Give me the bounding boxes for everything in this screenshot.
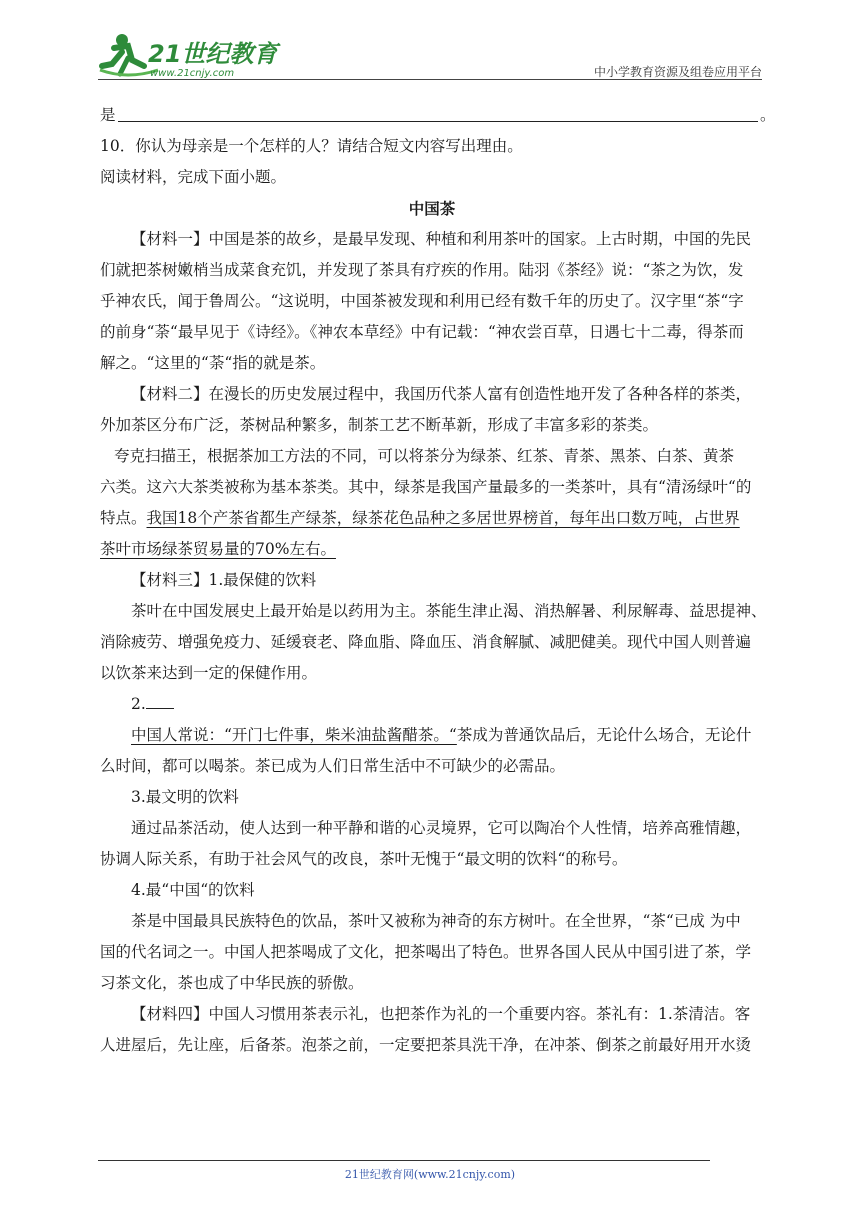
- paragraph-line: 外加茶区分布广泛，茶树品种繁多，制茶工艺不断革新，形成了丰富多彩的茶类。: [100, 416, 659, 434]
- site-logo: [98, 30, 298, 82]
- paragraph-line: 习茶文化，茶也成了中华民族的骄傲。: [100, 974, 364, 992]
- paragraph-line: 消除疲劳、增强免疫力、延缓衰老、降血脂、降血压、消食解腻、减肥健美。现代中国人则普遍: [100, 633, 752, 651]
- paragraph-line: 国的代名词之一。中国人把茶喝成了文化，把茶喝出了特色。世界各国人民从中国引进了茶，学: [100, 943, 752, 961]
- heading-blank[interactable]: [146, 694, 174, 709]
- paragraph-line: 【材料一】中国是茶的故乡，是最早发现、种植和利用茶叶的国家。上古时期，中国的先民: [131, 230, 752, 248]
- answer-prefix: 是: [100, 106, 116, 124]
- document-body: [100, 100, 776, 1061]
- passage-title: 中国茶: [408, 199, 456, 218]
- paragraph-line: 茶叶在中国发展史上最开始是以药用为主。茶能生津止渴、消热解暑、利尿解毒、益思提神、: [131, 602, 767, 620]
- paragraph-line: [100, 534, 764, 565]
- section-heading-blank: [100, 689, 764, 720]
- answer-blank[interactable]: [118, 121, 758, 122]
- question-10: 10．你认为母亲是一个怎样的人？请结合短文内容写出理由。: [100, 137, 523, 155]
- page-header: [98, 30, 762, 82]
- underlined-sentence: 我国18个产茶省都生产绿茶，绿茶花色品种之多居世界榜首，每年出口数万吨，占世界: [146, 509, 740, 527]
- paragraph-line: 的前身“荼“最早见于《诗经》。《神农本草经》中有记载：“神农尝百草，日遇七十二毒，得茶而: [100, 323, 744, 341]
- paragraph-line: 人进屋后，先让座，后备茶。泡茶之前，一定要把茶具洗干净，在冲茶、倒茶之前最好用开水烫: [100, 1036, 752, 1054]
- paragraph-line: 以饮茶来达到一定的保健作用。: [100, 664, 318, 682]
- paragraph-line: 通过品茶活动，使人达到一种平静和谐的心灵境界，它可以陶冶个人性情，培养高雅情趣，: [131, 819, 752, 837]
- paragraph-line: 六类。这六大茶类被称为基本茶类。其中，绿茶是我国产量最多的一类茶叶，具有“清汤绿叶“的: [100, 478, 752, 496]
- text-segment: 茶成为普通饮品后，无论什么场合，无论什: [456, 726, 752, 744]
- paragraph-line: 【材料二】在漫长的历史发展过程中，我国历代茶人富有创造性地开发了各种各样的茶类，: [131, 385, 752, 403]
- underlined-sentence: 中国人常说：“开门七件事，柴米油盐酱醋茶。“: [131, 726, 457, 744]
- section-heading: 4.最“中国“的饮料: [131, 881, 255, 899]
- paragraph-line: 们就把茶树嫩梢当成菜食充饥，并发现了茶具有疗疾的作用。陆羽《茶经》说：“茶之为饮，发: [100, 261, 744, 279]
- paragraph-line: [100, 503, 764, 534]
- paragraph-line: 解之。“这里的“荼“指的就是茶。: [100, 354, 326, 372]
- paragraph-line: 么时间，都可以喝茶。茶已成为人们日常生活中不可缺少的必需品。: [100, 757, 566, 775]
- section-heading: 3.最文明的饮料: [131, 788, 239, 806]
- answer-blank-row: [100, 100, 776, 131]
- section-heading: 【材料三】1.最保健的饮料: [131, 571, 317, 589]
- svg-text:www.21cnjy.com: www.21cnjy.com: [150, 68, 235, 79]
- footer-divider: [98, 1160, 710, 1161]
- text-segment: 特点。: [100, 509, 147, 527]
- header-divider: [98, 79, 762, 80]
- paragraph-line: 协调人际关系，有助于社会风气的改良，茶叶无愧于“最文明的饮料“的称号。: [100, 850, 628, 868]
- svg-text:21世纪教育: 21世纪教育: [148, 40, 278, 68]
- paragraph-line: 【材料四】中国人习惯用茶表示礼，也把茶作为礼的一个重要内容。茶礼有：1.茶清洁。客: [131, 1005, 751, 1023]
- paragraph-line: 乎神农氏，闻于鲁周公。“这说明，中国茶被发现和利用已经有数千年的历史了。汉字里“茶“字: [100, 292, 744, 310]
- instruction: 阅读材料，完成下面小题。: [100, 168, 287, 186]
- answer-suffix: 。: [760, 106, 776, 124]
- heading-number: 2.: [131, 695, 146, 713]
- platform-name: 中小学教育资源及组卷应用平台: [593, 65, 762, 79]
- paragraph-line: 茶是中国最具民族特色的饮品，茶叶又被称为神奇的东方树叶。在全世界，“茶“已成 为中: [131, 912, 741, 930]
- underlined-sentence: 茶叶市场绿茶贸易量的70%左右。: [100, 540, 336, 558]
- paragraph-line: 夸克扫描王，根据茶加工方法的不同，可以将茶分为绿茶、红茶、青茶、黑茶、白茶、黄茶: [114, 447, 735, 465]
- page-footer: 21世纪教育网(www.21cnjy.com): [344, 1168, 516, 1181]
- paragraph-line: [100, 720, 764, 751]
